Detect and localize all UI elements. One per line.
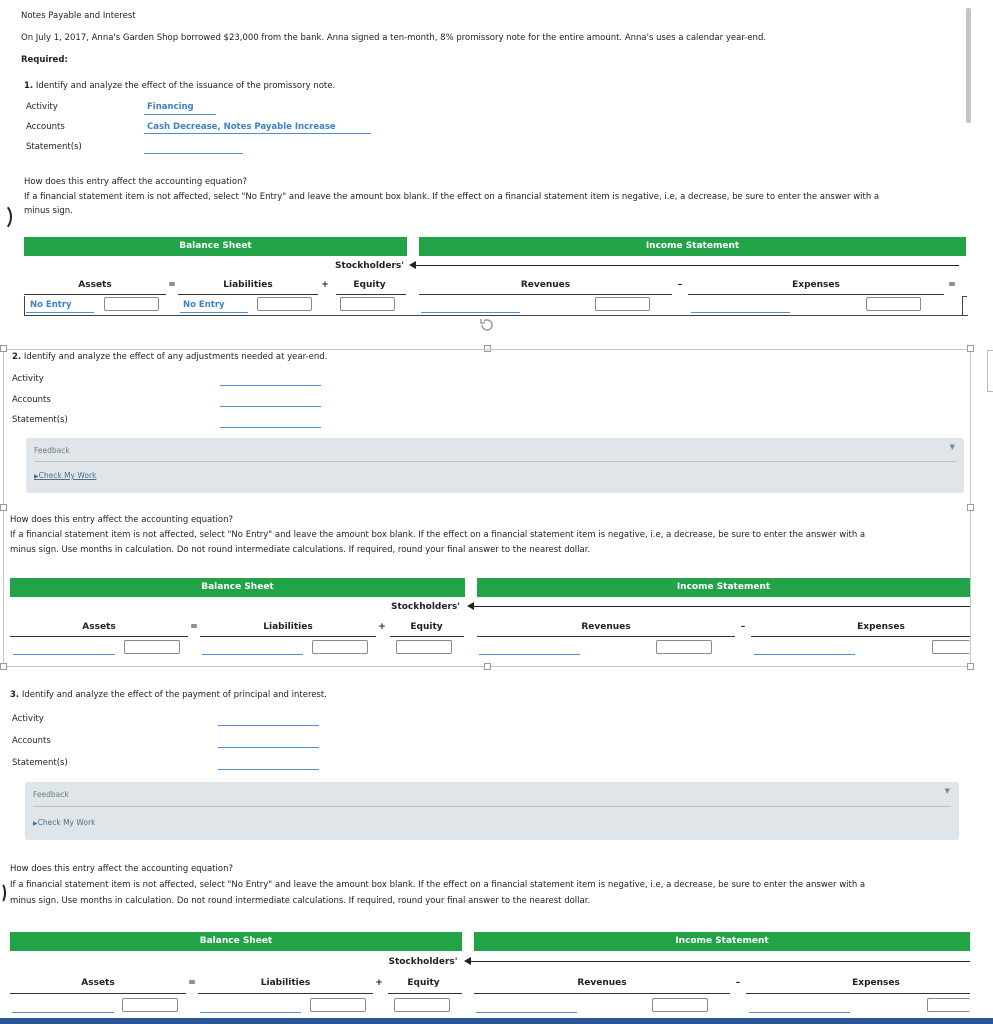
- q2-balance-sheet-header: Balance Sheet: [10, 578, 465, 597]
- q2-op-plus: +: [378, 622, 386, 632]
- q2-feedback-label: Feedback: [34, 446, 70, 455]
- q2-feedback-divider: [34, 461, 956, 462]
- q3-instruction: If a financial statement item is not affected, select "No Entry" and leave the amount box blank. If the effect on a financial statement item is negative, i.e, a decrease, be sure to enter the answer with a: [10, 880, 866, 890]
- q2-prompt: [12, 352, 327, 362]
- q3-liabilities-rule: [198, 993, 373, 994]
- scrollbar-thumb[interactable]: [966, 8, 971, 123]
- q3-arrow-icon: [464, 957, 471, 965]
- q3-check-my-work[interactable]: [33, 818, 95, 827]
- resize-handle[interactable]: [967, 663, 974, 670]
- q3-assets-header: Assets: [81, 978, 115, 988]
- q3-equity-amount-input[interactable]: [394, 998, 450, 1012]
- q1-accounts-underline: [144, 133, 371, 134]
- q3-assets-amount-input[interactable]: [122, 998, 178, 1012]
- q2-revenues-rule: [477, 636, 735, 637]
- q2-expenses-rule: [751, 636, 970, 637]
- q1-prompt-text: Identify and analyze the effect of the issuance of the promissory note.: [35, 81, 336, 91]
- q2-expenses-header: Expenses: [857, 622, 905, 632]
- q1-revenues-header: Revenues: [520, 280, 571, 290]
- q1-expenses-amount-input[interactable]: [866, 297, 921, 311]
- q1-arrow-line: [416, 265, 959, 266]
- q3-accounts-label: Accounts: [12, 736, 51, 746]
- q2-activity-label: Activity: [12, 374, 44, 384]
- q3-revenues-rule: [474, 993, 730, 994]
- resize-handle[interactable]: [0, 504, 7, 511]
- q3-check-arrow-icon: ▶: [33, 820, 38, 827]
- side-panel-edge: [987, 350, 993, 392]
- q2-revenues-amount-input[interactable]: [656, 640, 712, 654]
- q3-op-minus: –: [735, 978, 741, 988]
- q3-revenues-amount-input[interactable]: [652, 998, 708, 1012]
- q1-expenses-select[interactable]: [691, 312, 790, 313]
- q2-assets-select[interactable]: [13, 654, 115, 655]
- rotate-handle-icon[interactable]: [478, 316, 496, 334]
- q2-instruction: If a financial statement item is not affected, select "No Entry" and leave the amount box blank. If the effect on a financial statement item is negative, i.e, a decrease, be sure to enter the answer with a: [10, 530, 866, 540]
- q3-number: 3.: [10, 690, 20, 700]
- q2-assets-header: Assets: [82, 622, 116, 632]
- resize-handle[interactable]: [967, 504, 974, 511]
- q2-accounts-select[interactable]: [220, 406, 321, 407]
- q1-liabilities-select[interactable]: No Entry: [183, 300, 225, 310]
- q1-assets-select-underline: [26, 312, 94, 313]
- q1-activity-underline: [144, 114, 216, 115]
- q1-assets-select[interactable]: No Entry: [30, 300, 72, 310]
- q1-equity-rule: [336, 294, 406, 295]
- q2-revenues-header: Revenues: [581, 622, 631, 632]
- q1-arrow-icon: [409, 261, 416, 269]
- q3-instruction-cont: minus sign. Use months in calculation. Do not round intermediate calculations. If required, round your final answer to the nearest dollar.: [10, 896, 591, 906]
- q3-op-plus: +: [375, 978, 383, 988]
- required-label: Required:: [21, 55, 68, 65]
- taskbar-strip: [0, 1018, 993, 1024]
- q2-check-my-work[interactable]: [34, 471, 96, 480]
- q2-accounts-label: Accounts: [12, 395, 51, 405]
- q2-number: 2.: [12, 352, 22, 362]
- q3-question: How does this entry affect the accounting equation?: [10, 864, 233, 874]
- q1-assets-header: Assets: [78, 280, 112, 290]
- q1-table-left-rule: [24, 296, 25, 316]
- q1-op-equals: =: [168, 280, 176, 290]
- q2-liabilities-select[interactable]: [202, 654, 303, 655]
- resize-handle[interactable]: [967, 345, 974, 352]
- side-bracket-icon: [0, 203, 12, 231]
- q1-instruction: If a financial statement item is not affected, select "No Entry" and leave the amount box blank. If the effect on a financial statement item is negative, i.e, a decrease, be sure to enter the answer with a: [24, 192, 880, 202]
- q1-table-right-edge: [962, 296, 967, 316]
- q1-statements-select[interactable]: [144, 153, 243, 154]
- q3-revenues-select[interactable]: [476, 1012, 577, 1013]
- q2-expenses-amount-input[interactable]: [932, 640, 970, 654]
- q1-op-equals-2: =: [948, 280, 956, 290]
- q1-accounts-select[interactable]: Cash Decrease, Notes Payable Increase: [147, 122, 336, 132]
- q2-equity-header: Equity: [410, 622, 443, 632]
- q2-stockholders-label: Stockholders': [390, 602, 461, 612]
- q3-accounts-select[interactable]: [218, 747, 319, 748]
- q3-equity-header: Equity: [407, 978, 440, 988]
- q3-feedback-divider: [33, 806, 951, 807]
- q3-expenses-rule: [746, 993, 970, 994]
- q1-balance-sheet-header: Balance Sheet: [24, 237, 407, 256]
- q1-accounts-label: Accounts: [26, 122, 65, 132]
- q2-op-minus: –: [740, 622, 746, 632]
- q3-arrow-line: [471, 961, 970, 962]
- q1-liabilities-header: Liabilities: [223, 280, 273, 290]
- q2-statements-select[interactable]: [220, 427, 321, 428]
- q3-statements-label: Statement(s): [12, 758, 68, 768]
- q1-statements-label: Statement(s): [26, 142, 82, 152]
- q2-activity-select[interactable]: [220, 385, 321, 386]
- q1-assets-rule: [24, 294, 166, 295]
- q2-instruction-cont: minus sign. Use months in calculation. Do not round intermediate calculations. If required, round your final answer to the nearest dollar.: [10, 545, 591, 555]
- q3-statements-select[interactable]: [218, 769, 319, 770]
- q2-question: How does this entry affect the accounting equation?: [10, 515, 233, 525]
- q2-assets-amount-input[interactable]: [124, 640, 180, 654]
- q2-liabilities-rule: [200, 636, 376, 637]
- q1-liabilities-select-underline: [180, 312, 248, 313]
- q1-income-statement-header: Income Statement: [419, 237, 966, 256]
- q2-expenses-select[interactable]: [754, 654, 855, 655]
- q3-liabilities-header: Liabilities: [260, 978, 311, 988]
- q2-liabilities-amount-input[interactable]: [312, 640, 368, 654]
- q2-liabilities-header: Liabilities: [263, 622, 313, 632]
- q3-balance-sheet-header: Balance Sheet: [10, 932, 462, 951]
- q3-activity-select[interactable]: [218, 725, 319, 726]
- q3-activity-label: Activity: [12, 714, 44, 724]
- q3-stockholders-label: Stockholders': [388, 957, 458, 967]
- q1-revenues-rule: [419, 294, 672, 295]
- q1-expenses-header: Expenses: [792, 280, 840, 290]
- page-title: Notes Payable and Interest: [21, 11, 136, 21]
- q1-activity-label: Activity: [26, 102, 58, 112]
- q1-stockholders-label: Stockholders': [334, 261, 405, 271]
- q2-equity-amount-input[interactable]: [396, 640, 452, 654]
- resize-handle[interactable]: [0, 663, 7, 670]
- q3-expenses-header: Expenses: [852, 978, 900, 988]
- q2-op-equals: =: [190, 622, 198, 632]
- q3-liabilities-amount-input[interactable]: [310, 998, 366, 1012]
- q2-income-statement-header: Income Statement: [477, 578, 970, 597]
- q1-op-minus: –: [677, 280, 683, 290]
- q1-liabilities-rule: [178, 294, 318, 295]
- q3-assets-select[interactable]: [12, 1012, 114, 1013]
- q1-number: 1.: [24, 81, 34, 91]
- q2-check-my-work-label: Check My Work: [38, 471, 97, 480]
- q2-arrow-icon: [467, 602, 474, 610]
- q3-expenses-amount-input[interactable]: [927, 998, 970, 1012]
- q2-feedback-caret-icon[interactable]: ▼: [949, 443, 955, 451]
- q2-feedback-panel: [26, 438, 964, 493]
- q3-expenses-select[interactable]: [749, 1012, 850, 1013]
- q3-income-statement-header: Income Statement: [474, 932, 970, 951]
- q3-feedback-caret-icon[interactable]: ▼: [944, 787, 950, 795]
- q1-table-bottom-rule: [24, 315, 968, 316]
- q3-prompt-text: Identify and analyze the effect of the payment of principal and interest.: [21, 690, 327, 700]
- q1-expenses-rule: [688, 294, 944, 295]
- q3-check-my-work-label: Check My Work: [37, 818, 96, 827]
- q3-liabilities-select[interactable]: [200, 1012, 301, 1013]
- q2-check-arrow-icon: ▶: [34, 473, 39, 480]
- q3-assets-rule: [10, 993, 186, 994]
- q1-liabilities-amount-input[interactable]: [257, 297, 312, 311]
- resize-handle[interactable]: [0, 345, 7, 352]
- q2-equity-rule: [390, 636, 464, 637]
- scenario-text: On July 1, 2017, Anna's Garden Shop borrowed $23,000 from the bank. Anna signed a ten-month, 8% promissory note for the entire amount. Anna's uses a calendar year-end.: [21, 33, 767, 43]
- q1-op-plus: +: [321, 280, 329, 290]
- q3-revenues-header: Revenues: [577, 978, 627, 988]
- q3-feedback-label: Feedback: [33, 790, 69, 799]
- selection-frame: [3, 349, 971, 667]
- q2-arrow-line: [474, 606, 970, 607]
- q1-assets-amount-input[interactable]: [104, 297, 159, 311]
- q3-op-equals: =: [188, 978, 196, 988]
- q1-activity-select[interactable]: Financing: [147, 102, 194, 112]
- q2-statements-label: Statement(s): [12, 415, 68, 425]
- q2-assets-rule: [10, 636, 188, 637]
- q2-prompt-text: Identify and analyze the effect of any adjustments needed at year-end.: [23, 352, 328, 362]
- q1-instruction-cont: minus sign.: [24, 206, 73, 216]
- side-bracket-icon: [0, 882, 6, 904]
- q1-equity-header: Equity: [353, 280, 386, 290]
- q3-feedback-panel: [25, 782, 959, 840]
- q3-prompt: [10, 690, 327, 700]
- q1-equity-amount-input[interactable]: [340, 297, 395, 311]
- q3-equity-rule: [388, 993, 462, 994]
- q1-revenues-amount-input[interactable]: [595, 297, 650, 311]
- q1-question: How does this entry affect the accounting equation?: [24, 177, 247, 187]
- resize-handle[interactable]: [484, 663, 491, 670]
- q2-revenues-select[interactable]: [479, 654, 580, 655]
- q1-revenues-select[interactable]: [421, 312, 520, 313]
- q1-prompt: [24, 81, 335, 91]
